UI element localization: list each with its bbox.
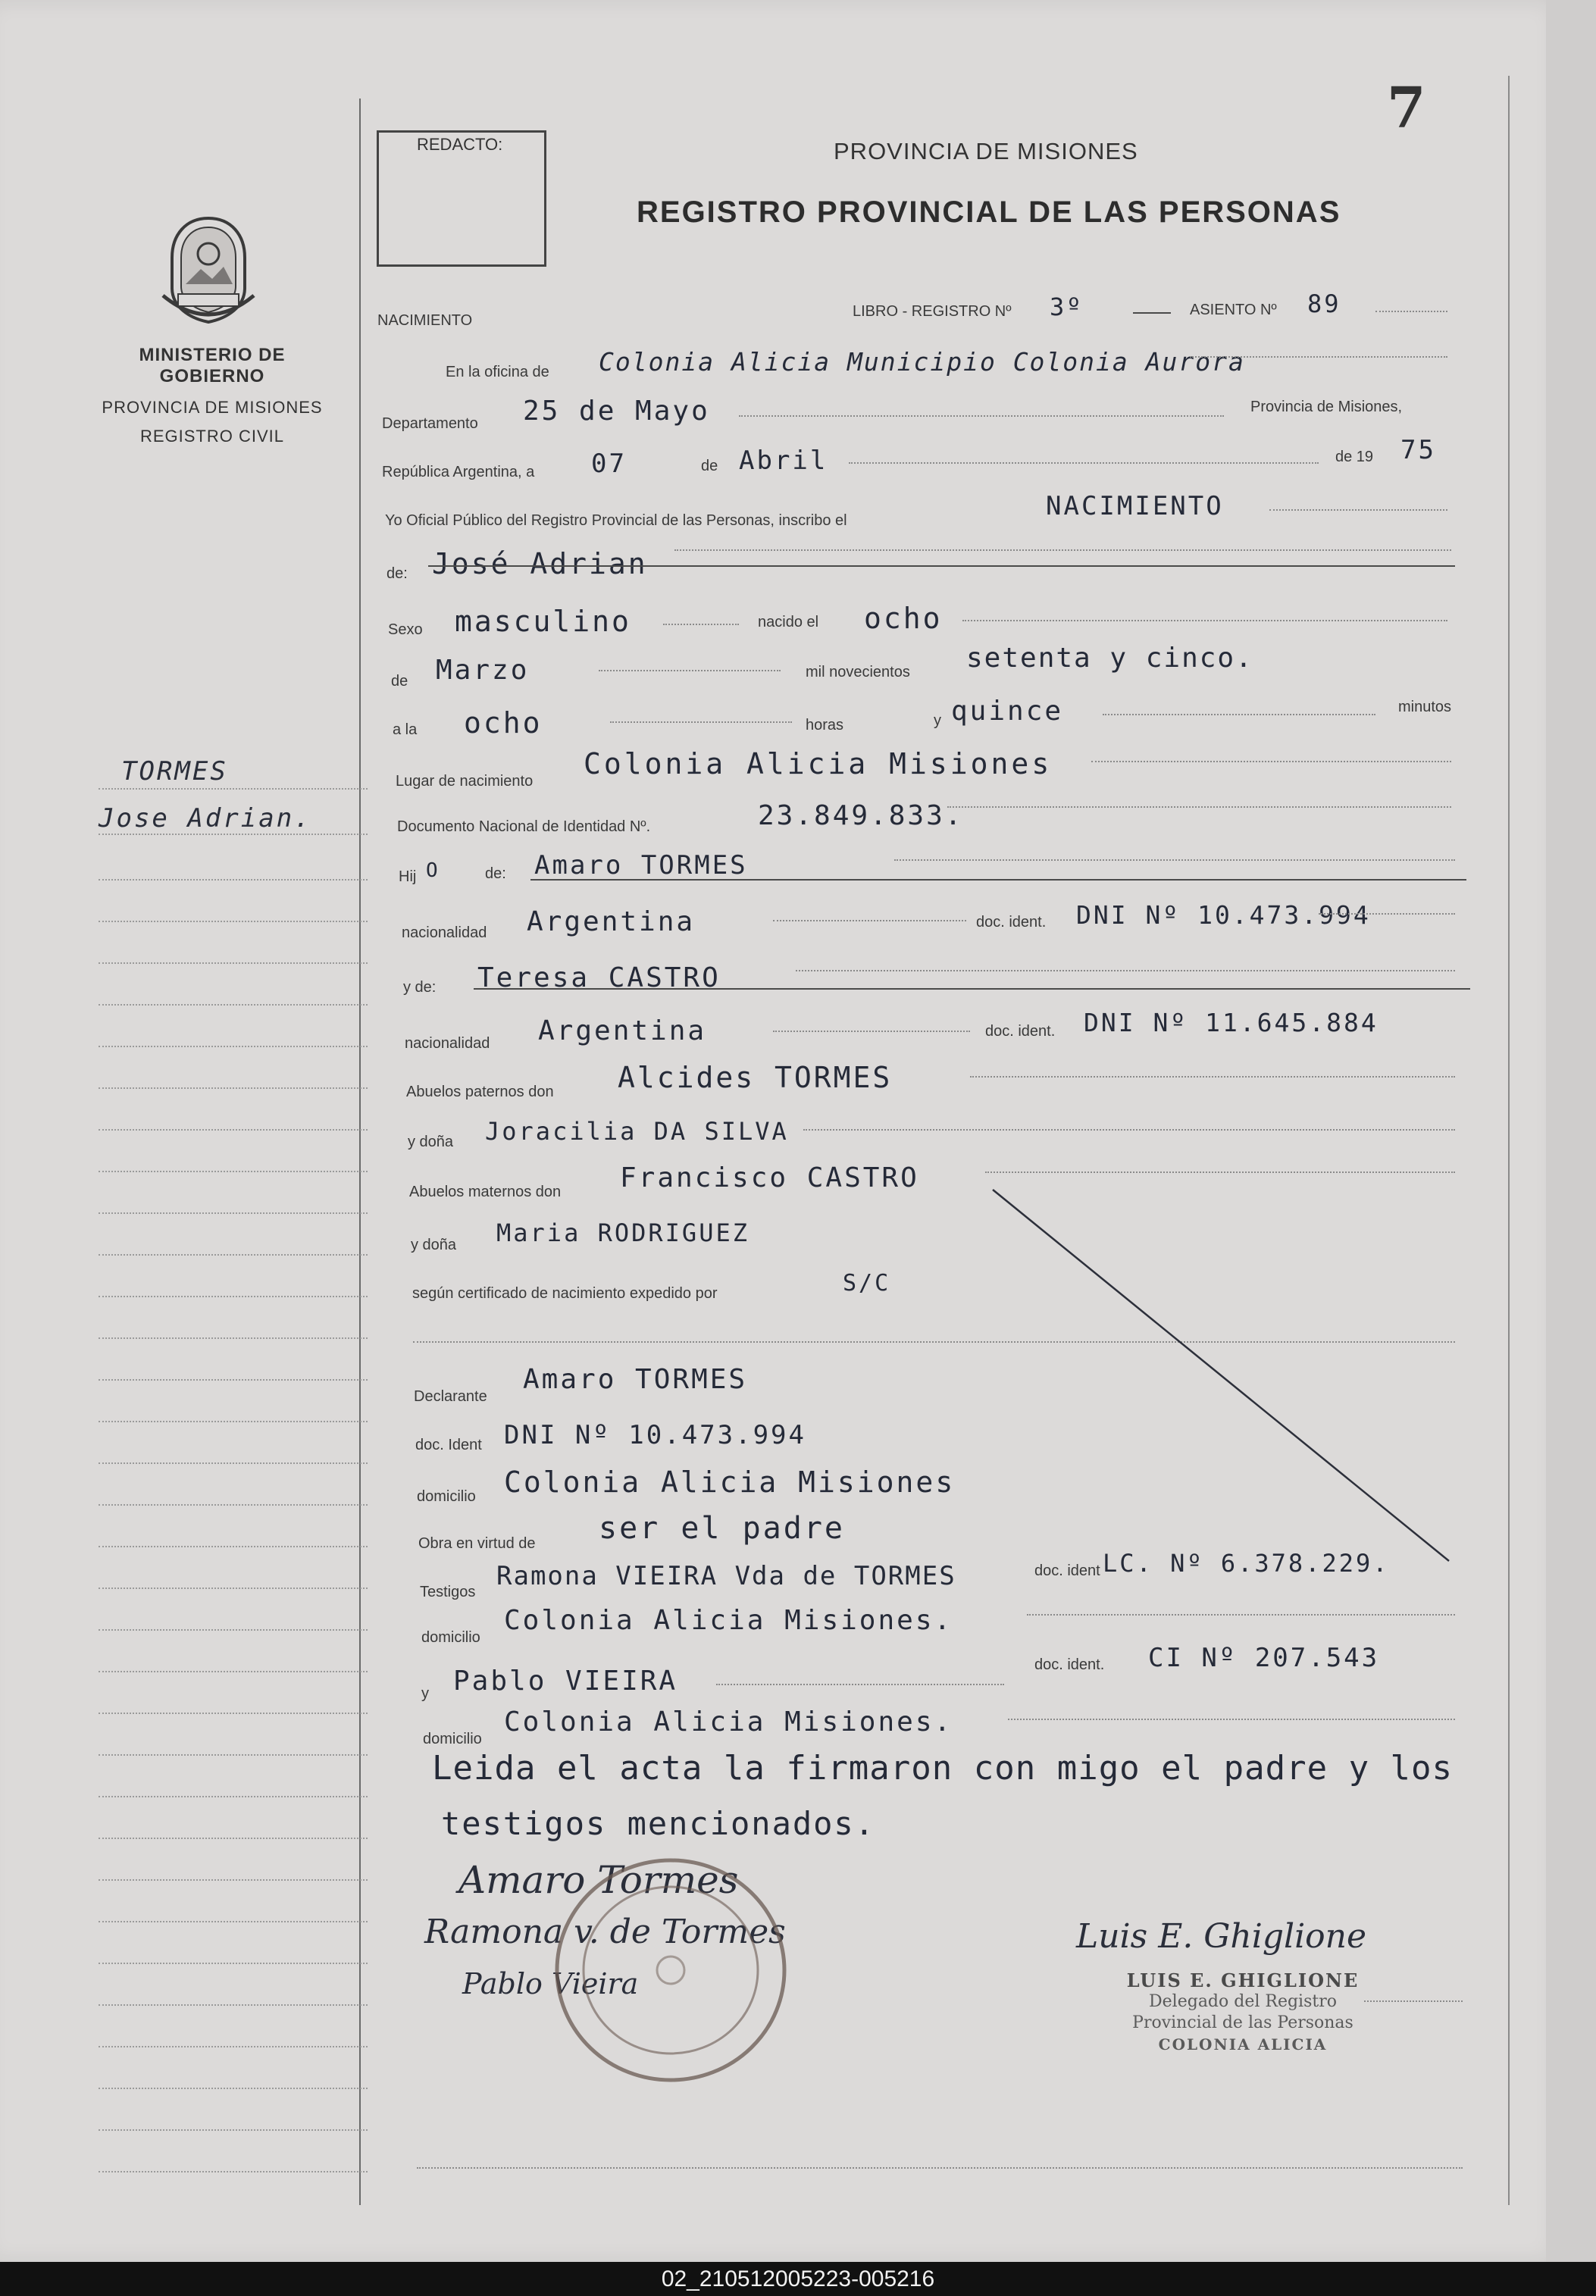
sexo-label: Sexo: [388, 621, 423, 638]
oficina-value: Colonia Alicia Municipio Colonia Aurora: [599, 347, 1245, 377]
underline: [530, 879, 1466, 881]
margin-rule-line: [99, 1462, 368, 1464]
declarante-value: Amaro TORMES: [523, 1364, 748, 1395]
ministry-name: MINISTERIO DE GOBIERNO: [139, 345, 286, 386]
fill-line: [716, 1684, 1004, 1685]
fill-line: [803, 1129, 1455, 1131]
delegate-title: Delegado del Registro: [1149, 1992, 1337, 2011]
margin-rule-line: [99, 1171, 368, 1172]
margin-rule-line: [99, 1421, 368, 1422]
signature-official: Luis E. Ghiglione: [1076, 1917, 1367, 1956]
sexo-value: masculino: [455, 605, 631, 638]
fill-line: [663, 624, 739, 625]
lugar-label: Lugar de nacimiento: [396, 773, 534, 790]
provincia-label: Provincia de Misiones,: [1250, 399, 1403, 415]
coat-of-arms-icon: [155, 212, 261, 326]
fill-line: [1091, 761, 1451, 762]
page-edge: [1546, 0, 1596, 2262]
margin-rule-line: [99, 921, 368, 922]
abuelo-pat-value: Alcides TORMES: [618, 1061, 893, 1094]
margin-rule-line: [99, 1671, 368, 1672]
dash: [1133, 312, 1171, 314]
round-stamp-icon: [546, 1849, 803, 2091]
margin-rule-line: [99, 879, 368, 881]
margin-rule-line: [99, 2129, 368, 2131]
doc-ident-label: doc. ident.: [985, 1023, 1056, 1040]
margin-rule-line: [99, 1212, 368, 1214]
signature-father: Amaro Tormes: [458, 1858, 739, 1902]
dia-value: 07: [591, 449, 627, 479]
redacto-label: REDACTO:: [417, 135, 503, 154]
abuelos-pat-label: Abuelos paternos don: [406, 1084, 554, 1100]
padre-value: Amaro TORMES: [534, 850, 748, 881]
hijo-suffix: O: [426, 859, 440, 882]
margin-rule-line: [99, 1587, 368, 1589]
margin-given-names: Jose Adrian.: [99, 803, 312, 834]
fill-line: [1364, 2000, 1463, 2002]
doc-ident2-label: doc. Ident: [415, 1437, 482, 1453]
ydona-mat-label: y doña: [411, 1237, 457, 1253]
lugar-value: Colonia Alicia Misiones: [584, 747, 1053, 780]
doc-ident-label: doc. ident.: [976, 914, 1047, 931]
dni-value: 23.849.833.: [758, 800, 964, 831]
testigo1-value: Ramona VIEIRA Vda de TORMES: [496, 1561, 956, 1591]
de-label: de: [701, 458, 718, 474]
header-title: REGISTRO PROVINCIAL DE LAS PERSONAS: [637, 196, 1341, 229]
testigo2-doc-value: CI Nº 207.543: [1148, 1643, 1380, 1673]
right-rule: [1508, 76, 1510, 2205]
milnov-value: setenta y cinco.: [966, 643, 1253, 674]
abuela-mat-value: Maria RODRIGUEZ: [496, 1218, 749, 1247]
fill-line: [1103, 714, 1375, 715]
image-caption: 02_210512005223-005216: [0, 2262, 1596, 2296]
fill-line: [674, 549, 1451, 551]
underline: [474, 988, 1470, 990]
fill-line: [773, 920, 966, 921]
fill-line: [739, 415, 1224, 417]
fill-line: [947, 806, 1451, 808]
margin-rule-line: [99, 1921, 368, 1922]
testigos-label: Testigos: [420, 1584, 476, 1600]
testigo2-dom-label: domicilio: [423, 1731, 482, 1747]
margin-surname: TORMES: [121, 756, 228, 787]
underline: [428, 565, 1455, 567]
testigo2-dom-value: Colonia Alicia Misiones.: [504, 1706, 953, 1738]
testigo1-dom-value: Colonia Alicia Misiones.: [504, 1605, 953, 1636]
margin-rule-line: [99, 1046, 368, 1047]
margin-rule-line: [99, 834, 368, 835]
margin-rule-line: [99, 1337, 368, 1339]
fill-line: [417, 2167, 1463, 2169]
hijo-label: Hij: [399, 868, 417, 885]
abuela-pat-value: Joracilia DA SILVA: [485, 1117, 789, 1146]
fill-line: [1269, 509, 1447, 511]
margin-rule-line: [99, 962, 368, 964]
fill-line: [849, 462, 1319, 464]
fill-line: [1319, 913, 1455, 915]
certificado-value: S/C: [843, 1270, 891, 1297]
margin-rule-line: [99, 1713, 368, 1714]
mes-value: Abril: [739, 446, 828, 476]
fill-line: [1375, 311, 1447, 312]
certificado-label: según certificado de nacimiento expedido por: [412, 1285, 718, 1302]
nacido-label: nacido el: [758, 614, 819, 630]
margin-rule-line: [99, 788, 368, 790]
de-mes-label: de: [391, 673, 408, 690]
fill-line: [1008, 1719, 1455, 1720]
margin-rule-line: [99, 1379, 368, 1381]
madre-doc-value: DNI Nº 11.645.884: [1084, 1008, 1379, 1037]
minutos-value: quince: [951, 696, 1064, 727]
margin-rule-line: [99, 1963, 368, 1964]
testigo1-dom-label: domicilio: [421, 1629, 480, 1646]
page-number: 7: [1387, 76, 1426, 141]
margin-rule-line: [99, 1087, 368, 1089]
delegate-location: COLONIA ALICIA: [1158, 2035, 1328, 2054]
margin-rule-line: [99, 2088, 368, 2089]
madre-nac-label: nacionalidad: [405, 1035, 490, 1052]
republica-label: República Argentina, a: [382, 464, 535, 480]
departamento-label: Departamento: [382, 415, 478, 432]
margin-rule-line: [99, 1504, 368, 1506]
delegate-office: Provincial de las Personas: [1132, 2013, 1353, 2032]
margin-rule-line: [99, 1796, 368, 1797]
declarante-label: Declarante: [414, 1388, 487, 1405]
fill-line: [970, 1076, 1455, 1078]
margin-rule-line: [99, 1879, 368, 1881]
nac-mes-value: Marzo: [436, 655, 530, 686]
abuelo-mat-value: Francisco CASTRO: [620, 1162, 919, 1193]
fill-line: [610, 721, 792, 723]
ydona-pat-label: y doña: [408, 1134, 454, 1150]
padre-nac-value: Argentina: [527, 906, 696, 937]
closing-line-1: Leida el acta la firmaron con migo el padre y los: [432, 1749, 1454, 1788]
libro-value: 3º: [1050, 292, 1084, 321]
horas-label: horas: [806, 717, 844, 734]
madre-nac-value: Argentina: [538, 1015, 707, 1046]
margin-rule: [359, 99, 361, 2205]
closing-line-2: testigos mencionados.: [441, 1805, 876, 1842]
declarante-doc-value: DNI Nº 10.473.994: [504, 1420, 806, 1450]
oficial-label: Yo Oficial Público del Registro Provincial de las Personas, inscribo el: [385, 512, 847, 529]
obra-label: Obra en virtud de: [418, 1535, 536, 1552]
signature-witness-1: Ramona v. de Tormes: [424, 1913, 786, 1951]
minutos-label: minutos: [1398, 699, 1452, 715]
obra-value: ser el padre: [599, 1511, 845, 1546]
asiento-label: ASIENTO Nº: [1190, 302, 1277, 318]
margin-rule-line: [99, 2171, 368, 2172]
delegate-name: LUIS E. GHIGLIONE: [1126, 1969, 1360, 1991]
fill-line: [1190, 356, 1447, 358]
madre-value: Teresa CASTRO: [477, 962, 721, 993]
milnov-label: mil novecientos: [806, 664, 910, 680]
doc-ident4-label: doc. ident.: [1034, 1656, 1105, 1673]
margin-rule-line: [99, 2046, 368, 2047]
abuelos-mat-label: Abuelos maternos don: [409, 1184, 562, 1200]
asiento-value: 89: [1307, 289, 1341, 318]
fill-line: [796, 970, 1455, 971]
acto-value: NACIMIENTO: [1046, 491, 1224, 521]
oficina-label: En la oficina de: [446, 364, 549, 380]
fill-line: [985, 1171, 1455, 1173]
declarante-dom-value: Colonia Alicia Misiones: [504, 1465, 956, 1499]
y2-label: y: [421, 1685, 429, 1702]
ministry-province: PROVINCIA DE MISIONES: [102, 398, 323, 417]
signature-witness-2: Pablo Vieira: [462, 1967, 639, 2000]
cancel-stroke: [985, 1182, 1455, 1576]
header-province: PROVINCIA DE MISIONES: [834, 138, 1138, 164]
de19-label: de 19: [1335, 449, 1374, 465]
anio-value: 75: [1400, 435, 1436, 465]
nacimiento-label: NACIMIENTO: [377, 312, 473, 329]
margin-rule-line: [99, 1838, 368, 1839]
fill-line: [599, 670, 781, 671]
delegate-stamp: [1091, 1970, 1394, 2055]
yde-label: y de:: [403, 979, 437, 996]
margin-rule-line: [99, 1129, 368, 1131]
fill-line: [773, 1031, 970, 1032]
ala-label: a la: [393, 721, 418, 738]
padre-doc-value: DNI Nº 10.473.994: [1076, 900, 1371, 930]
y-label: y: [934, 712, 941, 729]
margin-rule-line: [99, 1754, 368, 1756]
testigo1-doc-value: LC. Nº 6.378.229.: [1103, 1549, 1390, 1578]
ministry-registry: REGISTRO CIVIL: [139, 427, 285, 446]
margin-rule-line: [99, 1254, 368, 1256]
fill-line: [894, 859, 1455, 861]
domicilio-label: domicilio: [417, 1488, 476, 1505]
departamento-value: 25 de Mayo: [523, 396, 710, 427]
de-padre-label: de:: [485, 865, 506, 882]
libro-label: LIBRO - REGISTRO Nº: [853, 303, 1012, 320]
margin-rule-line: [99, 1546, 368, 1547]
margin-rule-line: [99, 1296, 368, 1297]
fill-line: [962, 620, 1447, 621]
margin-rule-line: [99, 1004, 368, 1006]
doc-ident3-label: doc. ident: [1034, 1562, 1100, 1579]
nombre-value: José Adrian: [432, 547, 648, 580]
hora-value: ocho: [464, 706, 543, 740]
margin-rule-line: [99, 2004, 368, 2006]
ministry-block: [91, 345, 333, 446]
dni-label: Documento Nacional de Identidad Nº.: [397, 818, 651, 835]
nac-label: nacionalidad: [402, 924, 487, 941]
de-persona-label: de:: [386, 565, 408, 582]
fill-line: [1027, 1614, 1455, 1616]
nacido-value: ocho: [864, 602, 943, 635]
testigo2-value: Pablo VIEIRA: [453, 1666, 678, 1697]
margin-rule-line: [99, 1629, 368, 1631]
